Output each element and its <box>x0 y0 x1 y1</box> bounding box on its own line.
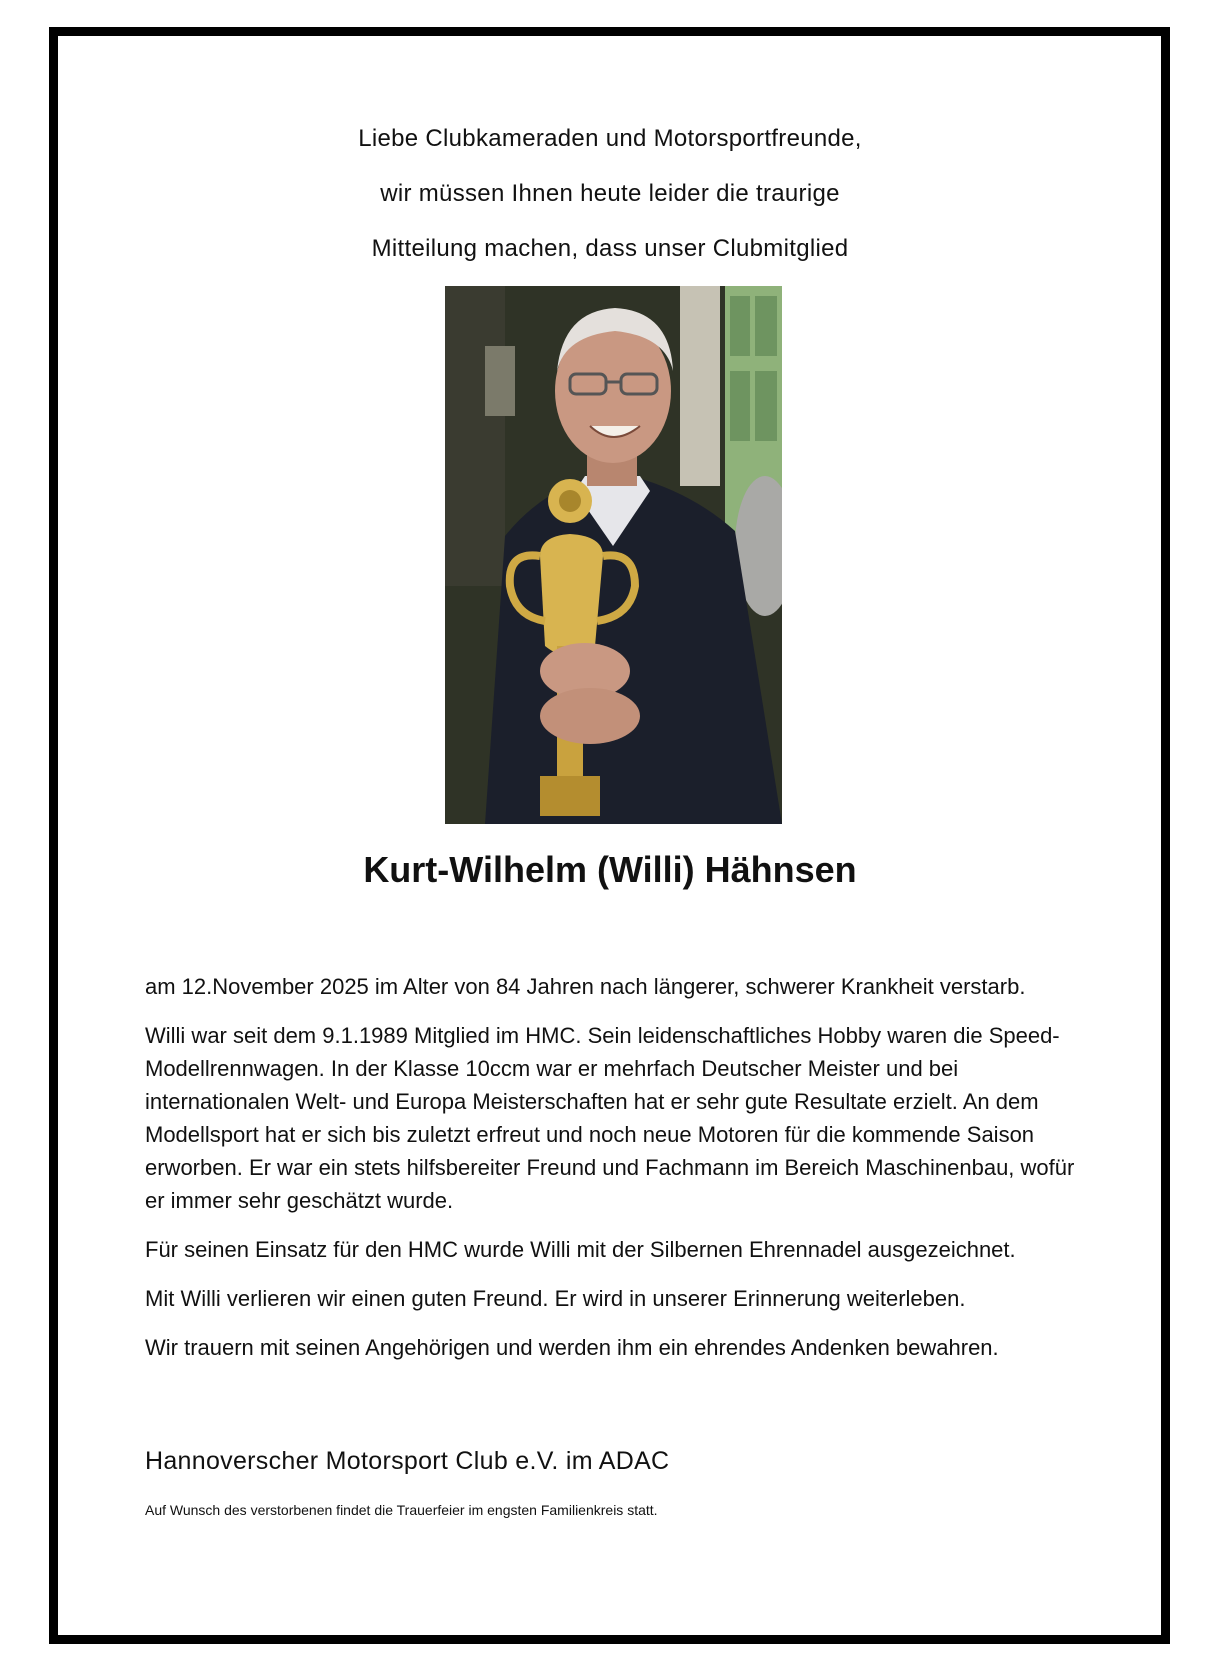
paragraph-honor: Für seinen Einsatz für den HMC wurde Willi mit der Silbernen Ehrennadel ausgezeichnet. <box>145 1237 1016 1262</box>
intro-line-3: Mitteilung machen, dass unser Clubmitglied <box>371 235 849 262</box>
intro-line-2: wir müssen Ihnen heute leider die traurige <box>380 180 840 207</box>
club-signature: Hannoverscher Motorsport Club e.V. im ADAC <box>145 1447 670 1475</box>
paragraph-biography: Willi war seit dem 9.1.1989 Mitglied im HMC. Sein leidenschaftliches Hobby waren die Speed-Modellrennwagen. In der Klasse 10ccm war er mehrfach Deutscher Meister und bei internationalen Welt- und Europa Meisterschaften hat er sehr gute Resultate erzielt. An dem Modellsport hat er sich bis zuletzt erfreut und noch neue Motoren für die kommende Saison erworben. Er war ein stets hilfsbereiter Freund und Fachmann im Bereich Maschinenbau, wofür er immer sehr geschätzt wurde. <box>145 1023 1075 1213</box>
deceased-name: Kurt-Wilhelm (Willi) Hähnsen <box>363 849 857 890</box>
funeral-note: Auf Wunsch des verstorbenen findet die Trauerfeier im engsten Familienkreis statt. <box>145 1502 658 1518</box>
intro-line-1: Liebe Clubkameraden und Motorsportfreunde, <box>358 125 862 152</box>
portrait-photo <box>445 286 782 824</box>
mourning-frame <box>49 27 1170 1644</box>
obituary-body <box>145 970 1090 1380</box>
paragraph-farewell: Mit Willi verlieren wir einen guten Freund. Er wird in unserer Erinnerung weiterleben. <box>145 1286 966 1311</box>
paragraph-mourning: Wir trauern mit seinen Angehörigen und werden ihm ein ehrendes Andenken bewahren. <box>145 1335 999 1360</box>
paragraph-death: am 12.November 2025 im Alter von 84 Jahren nach längerer, schwerer Krankheit verstarb. <box>145 974 1026 999</box>
